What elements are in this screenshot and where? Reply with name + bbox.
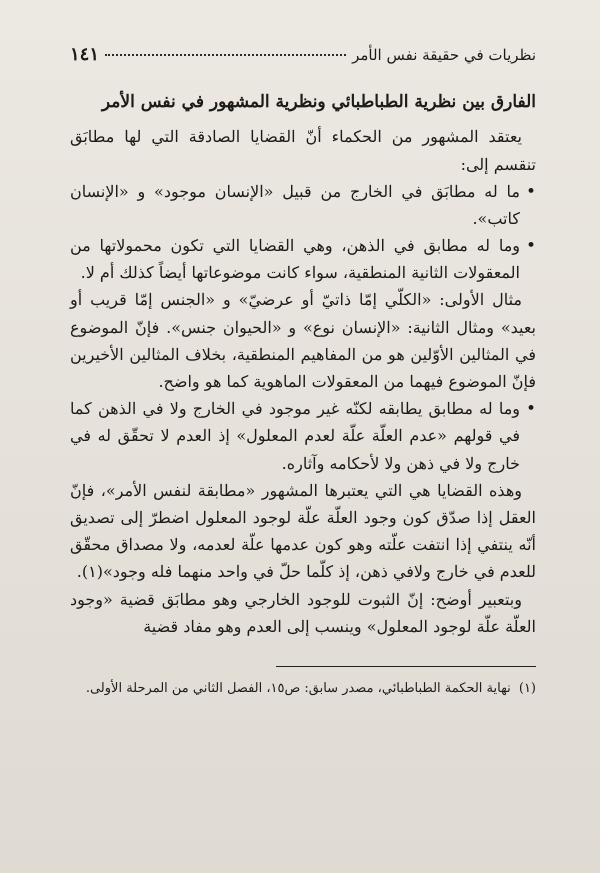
section-heading: الفارق بين نظرية الطباطبائي ونظرية المشهور في نفس الأمر xyxy=(101,92,536,112)
footnote xyxy=(70,679,536,699)
header-dot-leader xyxy=(105,54,346,56)
footnote-text: نهاية الحكمة الطباطبائي، مصدر سابق: ص١٥، الفصل الثاني من المرحلة الأولى. xyxy=(85,680,511,696)
body-paragraph: يعتقد المشهور من الحكماء أنّ القضايا الصادقة التي لها مطابَق تنقسم إلى: xyxy=(70,127,536,174)
bullet-item: • وما له مطابق يطابقه لكنّه غير موجود في الخارج ولا في الذهن كما في قولهم «عدم العلّة علّة لعدم المعلول» إذ العدم لا تحقّق له في خارج ولا في ذهن ولا لأحكامه وآثاره. xyxy=(70,395,536,477)
page-header xyxy=(70,44,536,65)
body-paragraph: وبتعبير أوضح: إنّ الثبوت للوجود الخارجي وهو مطابَق قضية «وجود العلّة علّة لوجود المعلول» وينسب إلى العدم وهو مفاد قضية xyxy=(70,589,536,636)
body-paragraph: وهذه القضايا هي التي يعتبرها المشهور «مطابقة لنفس الأمر»، فإنّ العقل إذا صدّق كون وجود العلّة علّة لوجود المعلول اضطرّ إلى تصديق أنّه ينتفي إذا انتفت علّته وهو كون عدمها علّة لعدمه، ولا مصداق محقّق للعدم في خارج ولافي ذهن، إذ كلّما حلّ في واحد منهما فله وجود»(١). xyxy=(70,480,536,582)
page-number: ١٤١ xyxy=(70,44,100,65)
page-body xyxy=(70,123,536,640)
footnote-separator xyxy=(276,666,536,667)
bullet-item: • ما له مطابَق في الخارج من قبيل «الإنسان موجود» و «الإنسان كاتب». xyxy=(70,178,536,232)
footnote-number: (١) xyxy=(518,680,536,696)
body-paragraph: مثال الأولى: «الكلّي إمّا ذاتيّ أو عرضيّ» و «الجنس إمّا قريب أو بعيد» ومثال الثانية: «الإنسان نوع» و «الحيوان جنس». فإنّ الموضوع في المثالين الأوّلين هو من المفاهيم المنطقية، بخلاف المثالين الأخيرين فإنّ الموضوع فيهما من المعقولات الماهوية كما هو واضح. xyxy=(70,290,536,392)
running-head: نظريات في حقيقة نفس الأمر xyxy=(352,46,536,64)
bullet-item: • وما له مطابق في الذهن، وهي القضايا التي تكون محمولاتها من المعقولات الثانية المنطقية، سواء كانت موضوعاتها أيضاً كذلك أم لا. xyxy=(70,232,536,286)
